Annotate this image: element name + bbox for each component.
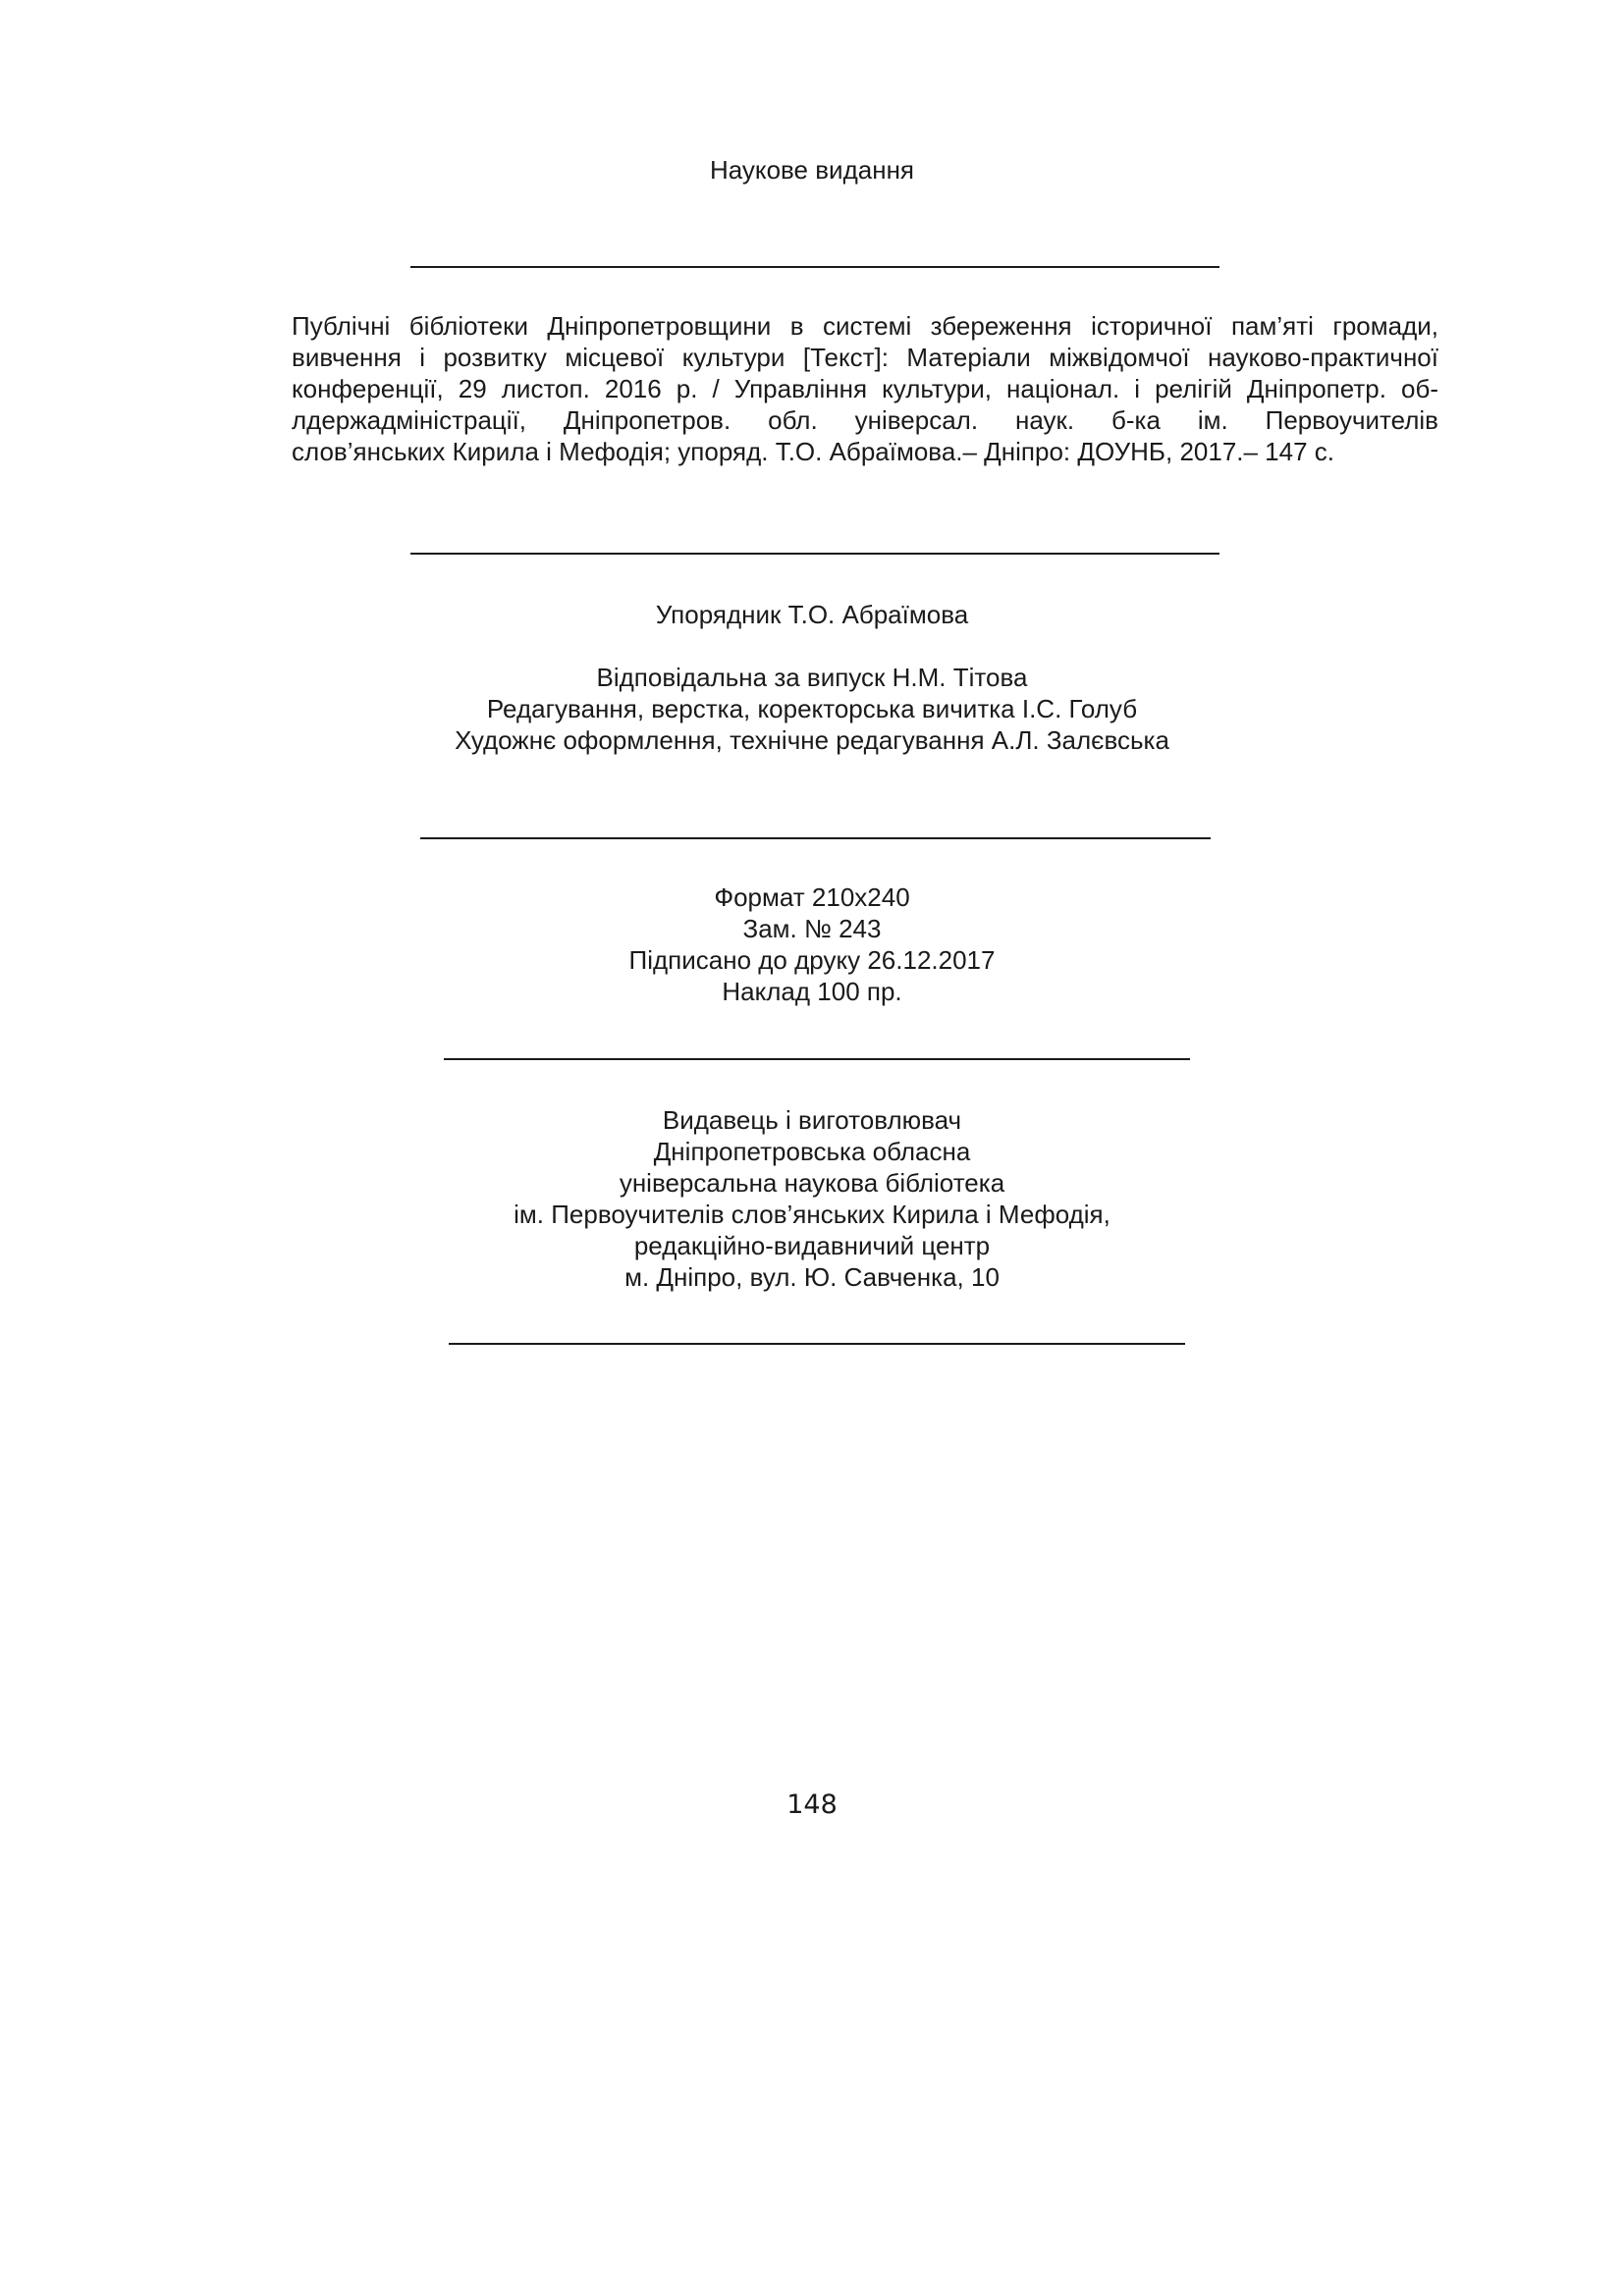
publisher-line: Дніпропетровська обласна: [653, 1137, 971, 1166]
signed-to-print-line: Підписано до друку 26.12.2017: [628, 945, 996, 975]
print-run-line: Наклад 100 пр.: [722, 977, 902, 1006]
publisher-block: [0, 1104, 1624, 1293]
publication-type-heading: Наукове видання: [709, 155, 915, 185]
publisher-line: ім. Первоучителів слов’янських Кирила і Мефодія,: [514, 1200, 1110, 1229]
bib-line: конференції, 29 листоп. 2016 р. / Управління культури, націонал. і релігій Дніпропетр. об-: [292, 374, 1438, 403]
bib-line: Публічні бібліотеки Дніпропетровщини в системі збереження історичної пам’яті громади,: [292, 311, 1438, 341]
divider-2: [410, 553, 1219, 555]
divider-1: [410, 266, 1219, 268]
credit-line: Художнє оформлення, технічне редагування А.Л. Залєвська: [455, 725, 1169, 755]
bib-line: лдержадміністрації, Дніпропетров. обл. універсал. наук. б-ка ім. Первоучителів: [292, 405, 1438, 435]
divider-5: [449, 1343, 1185, 1345]
print-details-block: [0, 881, 1624, 1007]
credit-line: Редагування, верстка, коректорська вичитка І.С. Голуб: [486, 694, 1138, 723]
publisher-line: універсальна наукова бібліотека: [619, 1168, 1005, 1198]
page-number: 148: [786, 1789, 838, 1820]
order-number-line: Зам. № 243: [742, 914, 882, 943]
bib-line: слов’янських Кирила і Мефодія; упоряд. Т.О. Абраїмова.– Дніпро: ДОУНБ, 2017.– 147 с.: [292, 437, 1335, 466]
publisher-line: м. Дніпро, вул. Ю. Савченка, 10: [624, 1262, 1000, 1292]
bib-line: вивчення і розвитку місцевої культури [Текст]: Матеріали міжвідомчої науково-практичної: [292, 343, 1438, 372]
credits-block: [0, 662, 1624, 756]
credit-line: Відповідальна за випуск Н.М. Тітова: [596, 663, 1028, 692]
divider-3: [420, 837, 1211, 839]
publisher-line: Видавець і виготовлювач: [662, 1105, 962, 1135]
bibliographic-record: [292, 310, 1438, 467]
compiler-line: Упорядник Т.О. Абраїмова: [655, 600, 969, 629]
publisher-line: редакційно-видавничий центр: [633, 1231, 991, 1260]
divider-4: [444, 1058, 1190, 1060]
format-line: Формат 210х240: [714, 882, 910, 912]
